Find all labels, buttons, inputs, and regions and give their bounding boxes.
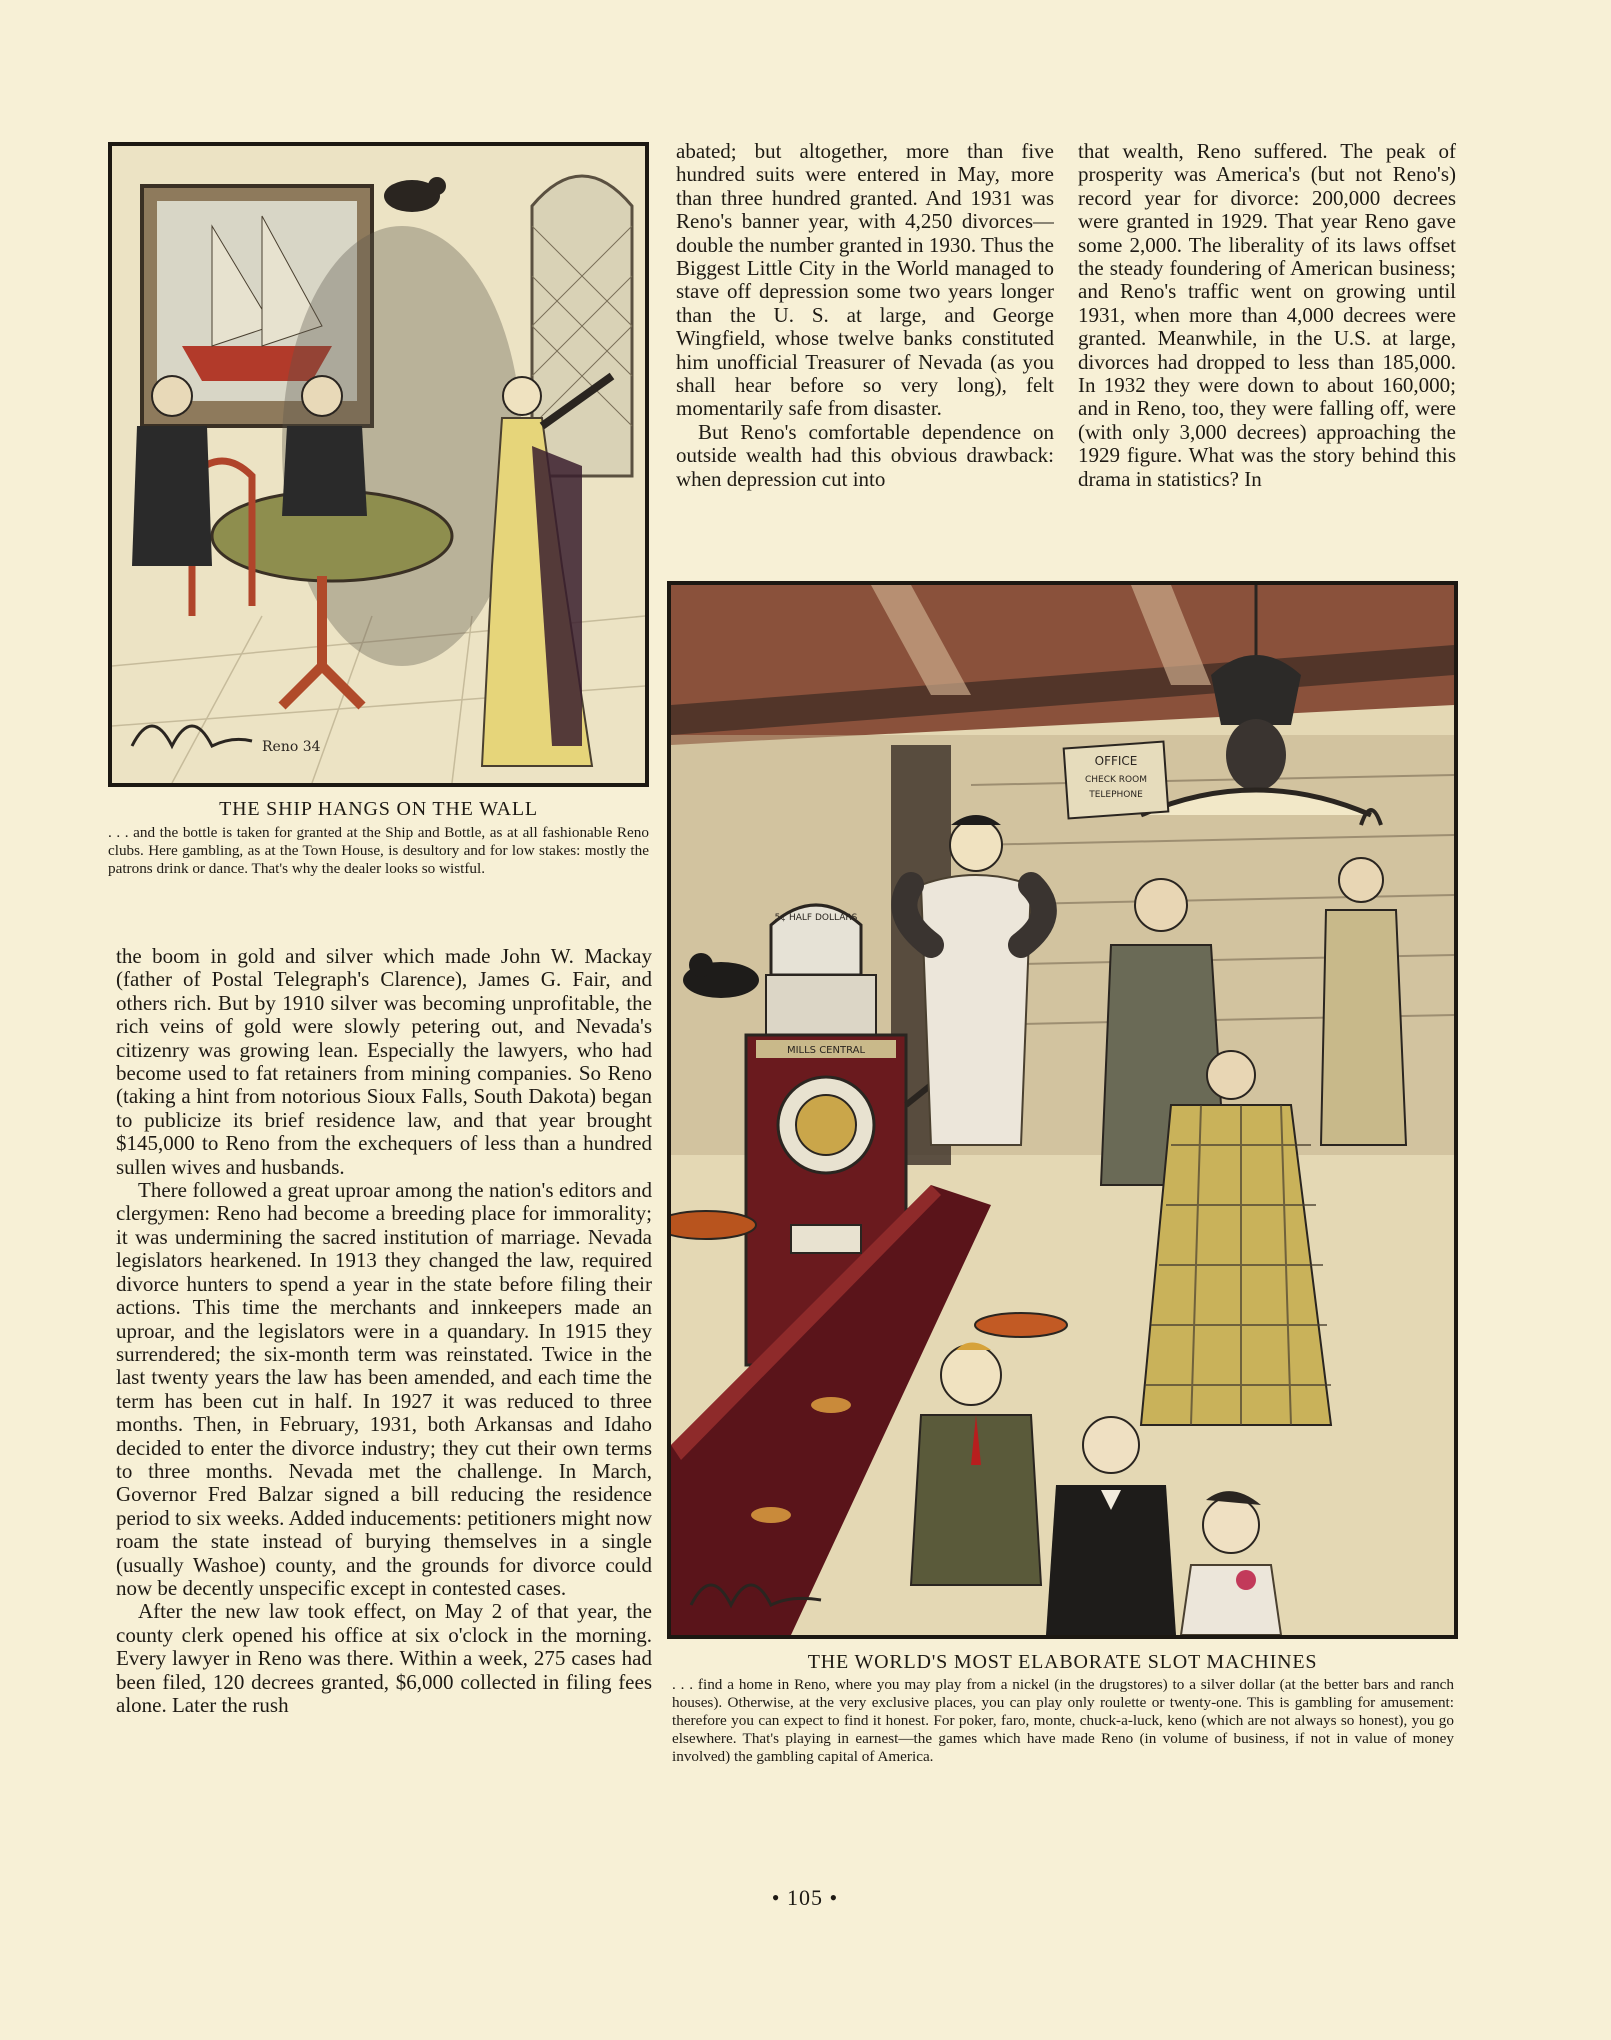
paragraph: that wealth, Reno suffered. The peak of prosperity was America's (but not Reno's) record year for divorce: 200,000 decrees were granted in 1929. That year Reno gave some 2,000. The liberality of its laws offset the steady foundering of American business; and Reno's traffic went on growing until 1931, when more than 4,000 decrees were granted. Meanwhile, in the U.S. at large, divorces had dropped to less than 185,000. In 1932 they were down to about 160,000; and in Reno, too, they were falling off, were (with only 3,000 decrees) approaching the 1929 figure. What was the story behind this drama in statistics? In — [1078, 140, 1456, 491]
paragraph: After the new law took effect, on May 2 of that year, the county clerk opened his office at six o'clock in the morning. Every lawyer in Reno was there. Within a week, 275 cases had been filed, 120 decrees granted, $6,000 collected in filing fees alone. Later the rush — [116, 1599, 652, 1717]
paragraph: the boom in gold and silver which made John W. Mackay (father of Postal Telegraph's Clarence), James G. Fair, and others rich. But by 1910 silver was becoming unprofitable, the rich veins of gold were slowly petering out, and Nevada's citizenry was growing lean. Especially the lawyers, who had become used to fat retainers from mining companies. So Reno (taking a hint from notorious Sioux Falls, South Dakota) began to publicize its brief residence law, and that year brought $145,000 to Reno from the exchequers of less than a hundred sullen wives and husbands. — [116, 945, 652, 1179]
ship-club-drawing — [112, 146, 645, 783]
illustration-slot-machines — [667, 581, 1458, 1639]
right-top-column — [1078, 140, 1456, 532]
office-sign-line: CHECK ROOM — [1085, 775, 1147, 785]
slot-saloon-drawing — [671, 585, 1454, 1635]
ship-caption-title: THE SHIP HANGS ON THE WALL — [219, 798, 538, 820]
slot-caption-title: THE WORLD'S MOST ELABORATE SLOT MACHINES — [807, 1651, 1318, 1673]
svg-text:Reno 34: Reno 34 — [262, 739, 321, 755]
left-bottom-column — [116, 945, 652, 1797]
paragraph: abated; but altogether, more than five hundred suits were entered in May, more than three hundred granted. And 1931 was Reno's banner year, with 4,250 divorces—double the number granted in 1930. Thus the Biggest Little City in the World managed to stave off depression some two years longer than the U. S. at large, and George Wingfield, whose twelve banks constituted him unofficial Treasurer of Nevada (as you shall hear before so very long), felt momentarily safe from disaster. — [676, 140, 1054, 421]
slot-machine-top-label: 5¢ HALF DOLLARS — [774, 913, 858, 923]
office-sign-line: OFFICE — [1094, 754, 1138, 768]
middle-top-column — [676, 140, 1054, 532]
office-sign-line: TELEPHONE — [1089, 790, 1143, 800]
slot-machine-band-label: MILLS CENTRAL — [786, 1045, 866, 1056]
page-number: • 105 • — [771, 1885, 839, 1910]
slot-caption-text: . . . find a home in Reno, where you may play from a nickel (in the drugstores) to a silver dollar (at the better bars and ranch houses). Otherwise, at the very exclusive places, you can play only roulette or twenty-one. This is gambling for amusement: therefore you can expect to find it honest. For poker, faro, monte, chuck-a-luck, keno (which are not always so honest), you go elsewhere. That's playing in earnest—the games which have made Reno (in volume of business, if not in value of money involved) the gambling capital of America. — [672, 1676, 1454, 1765]
illustration-ship-and-bottle — [108, 142, 649, 787]
ship-caption-text: . . . and the bottle is taken for granted at the Ship and Bottle, as at all fashionable Reno clubs. Here gambling, as at the Town House, is desultory and for low stakes: mostly the patrons drink or dance. That's why the dealer looks so wistful. — [108, 824, 649, 877]
paragraph: But Reno's comfortable dependence on outside wealth had this obvious drawback: when depression cut into — [676, 419, 1054, 491]
paragraph: There followed a great uproar among the nation's editors and clergymen: Reno had become a breeding place for immorality; it was undermining the sacred institution of marriage. Nevada legislators hearkened. In 1913 they changed the law, required divorce hunters to spend a year in the state before filing their actions. This time the merchants and innkeepers made an uproar, and the legislators were in a quandary. In 1915 they surrendered; the six-month term was reinstated. Twice in the last twenty years the law has been amended, and each time the term has been cut in half. In 1927 it was reduced to three months. Then, in February, 1931, both Arkansas and Idaho decided to enter the divorce industry; they cut their own terms to three months. Nevada met the challenge. In March, Governor Fred Balzar signed a bill reducing the residence period to six weeks. Added inducements: petitioners might now roam the state instead of burying themselves in a single (usually Washoe) county, and the grounds for divorce could now be decently unspecific except in contested cases. — [116, 1178, 652, 1600]
